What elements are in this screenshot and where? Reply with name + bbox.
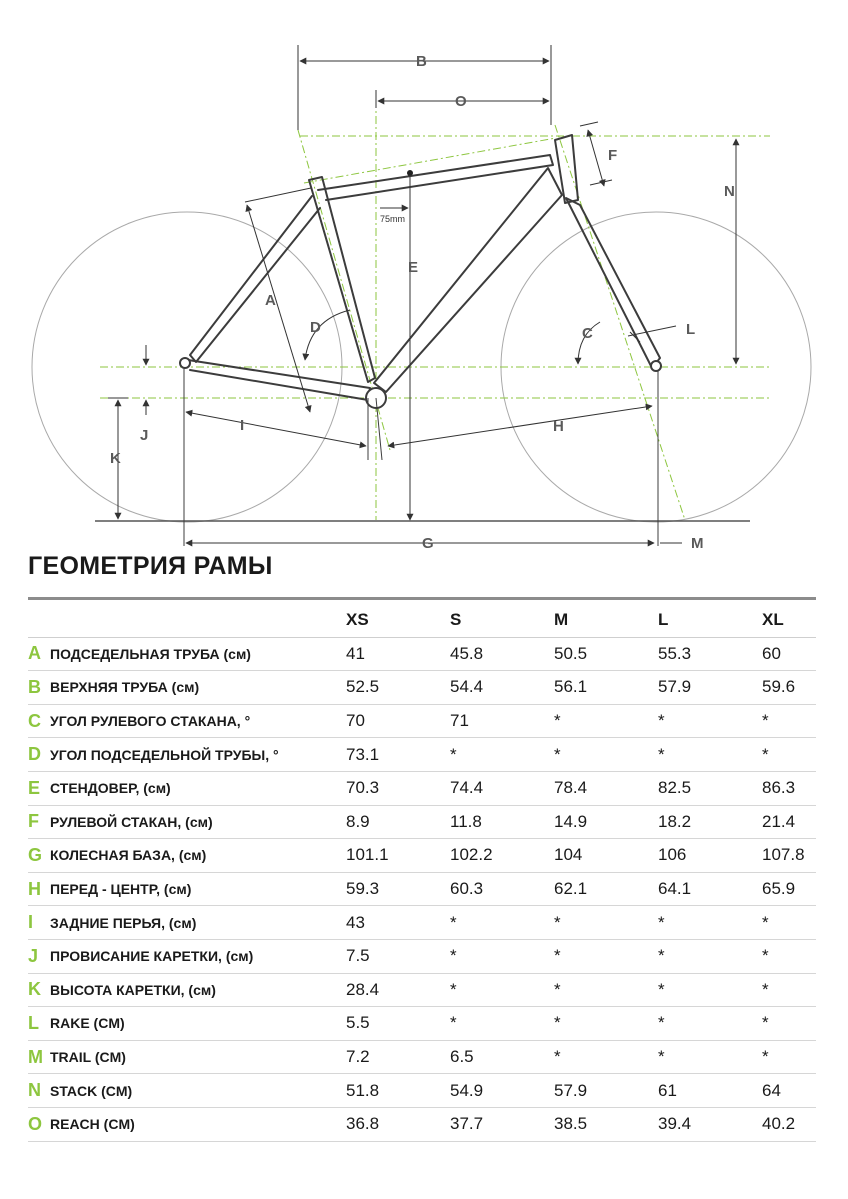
- cell-value: *: [658, 973, 762, 1007]
- cell-value: *: [658, 939, 762, 973]
- cell-value: 60: [762, 637, 816, 671]
- table-row: [28, 805, 816, 839]
- cell-value: *: [554, 704, 658, 738]
- cell-value: *: [658, 738, 762, 772]
- row-letter: J: [28, 939, 50, 973]
- row-name: ПЕРЕД - ЦЕНТР, (см): [50, 872, 346, 906]
- table-row: [28, 839, 816, 873]
- row-name: РУЛЕВОЙ СТАКАН, (см): [50, 805, 346, 839]
- cell-value: *: [554, 1040, 658, 1074]
- row-letter: L: [28, 1007, 50, 1041]
- cell-value: 71: [450, 704, 554, 738]
- cell-value: 86.3: [762, 771, 816, 805]
- row-letter: O: [28, 1107, 50, 1141]
- cell-value: *: [554, 906, 658, 940]
- cell-value: *: [762, 906, 816, 940]
- cell-value: 7.5: [346, 939, 450, 973]
- table-row: [28, 973, 816, 1007]
- cell-value: *: [658, 1007, 762, 1041]
- cell-value: 57.9: [554, 1074, 658, 1108]
- frame-geometry-diagram: [0, 0, 848, 560]
- cell-value: *: [554, 939, 658, 973]
- table-row: [28, 1007, 816, 1041]
- cell-value: 107.8: [762, 839, 816, 873]
- label-h: H: [553, 418, 564, 435]
- label-g: G: [422, 535, 434, 552]
- row-name: УГОЛ ПОДСЕДЕЛЬНОЙ ТРУБЫ, °: [50, 738, 346, 772]
- header-size-s: S: [450, 604, 554, 637]
- cell-value: *: [450, 738, 554, 772]
- cell-value: 5.5: [346, 1007, 450, 1041]
- cell-value: *: [762, 1007, 816, 1041]
- header-size-xl: XL: [762, 604, 816, 637]
- cell-value: 21.4: [762, 805, 816, 839]
- cell-value: 39.4: [658, 1107, 762, 1141]
- cell-value: 40.2: [762, 1107, 816, 1141]
- cell-value: *: [554, 1007, 658, 1041]
- header-name: [50, 604, 346, 637]
- cell-value: *: [450, 906, 554, 940]
- row-letter: E: [28, 771, 50, 805]
- label-j: J: [140, 427, 149, 444]
- cell-value: 18.2: [658, 805, 762, 839]
- title-divider: [28, 597, 816, 600]
- header-size-m: M: [554, 604, 658, 637]
- cell-value: 36.8: [346, 1107, 450, 1141]
- cell-value: 64: [762, 1074, 816, 1108]
- cell-value: 14.9: [554, 805, 658, 839]
- label-b: B: [416, 53, 427, 70]
- header-size-l: L: [658, 604, 762, 637]
- cell-value: 37.7: [450, 1107, 554, 1141]
- cell-value: 74.4: [450, 771, 554, 805]
- cell-value: 54.9: [450, 1074, 554, 1108]
- cell-value: 104: [554, 839, 658, 873]
- row-name: ВЕРХНЯЯ ТРУБА (см): [50, 671, 346, 705]
- table-row: [28, 771, 816, 805]
- label-d: D: [310, 319, 321, 336]
- cell-value: 52.5: [346, 671, 450, 705]
- row-name: RAKE (CM): [50, 1007, 346, 1041]
- row-letter: D: [28, 738, 50, 772]
- cell-value: *: [450, 939, 554, 973]
- cell-value: 78.4: [554, 771, 658, 805]
- header-size-xs: XS: [346, 604, 450, 637]
- cell-value: 50.5: [554, 637, 658, 671]
- table-row: [28, 671, 816, 705]
- row-letter: H: [28, 872, 50, 906]
- cell-value: 64.1: [658, 872, 762, 906]
- label-75mm: 75mm: [380, 214, 406, 224]
- row-letter: I: [28, 906, 50, 940]
- table-row: [28, 637, 816, 671]
- label-o: O: [455, 93, 467, 110]
- cell-value: 62.1: [554, 872, 658, 906]
- row-name: ПРОВИСАНИЕ КАРЕТКИ, (см): [50, 939, 346, 973]
- table-row: [28, 872, 816, 906]
- cell-value: 55.3: [658, 637, 762, 671]
- cell-value: 41: [346, 637, 450, 671]
- row-letter: F: [28, 805, 50, 839]
- cell-value: 59.6: [762, 671, 816, 705]
- table-row: [28, 1040, 816, 1074]
- geometry-table: [28, 604, 816, 1142]
- bike-frame: [188, 135, 660, 400]
- label-c: C: [582, 325, 593, 342]
- cell-value: 45.8: [450, 637, 554, 671]
- cell-value: 106: [658, 839, 762, 873]
- cell-value: 73.1: [346, 738, 450, 772]
- row-name: REACH (CM): [50, 1107, 346, 1141]
- row-name: TRAIL (CM): [50, 1040, 346, 1074]
- cell-value: 8.9: [346, 805, 450, 839]
- row-letter: C: [28, 704, 50, 738]
- row-name: ПОДСЕДЕЛЬНАЯ ТРУБА (см): [50, 637, 346, 671]
- cell-value: *: [554, 738, 658, 772]
- cell-value: *: [554, 973, 658, 1007]
- cell-value: 6.5: [450, 1040, 554, 1074]
- cell-value: *: [658, 1040, 762, 1074]
- cell-value: 61: [658, 1074, 762, 1108]
- header-letter: [28, 604, 50, 637]
- table-row: [28, 939, 816, 973]
- label-e: E: [408, 259, 419, 276]
- cell-value: 7.2: [346, 1040, 450, 1074]
- section-title: ГЕОМЕТРИЯ РАМЫ: [28, 552, 273, 580]
- row-letter: M: [28, 1040, 50, 1074]
- row-letter: K: [28, 973, 50, 1007]
- cell-value: 59.3: [346, 872, 450, 906]
- cell-value: 38.5: [554, 1107, 658, 1141]
- table-row: [28, 1107, 816, 1141]
- cell-value: 70.3: [346, 771, 450, 805]
- cell-value: *: [762, 939, 816, 973]
- front-axle: [651, 361, 661, 371]
- label-n: N: [724, 183, 735, 200]
- label-i: I: [240, 417, 245, 434]
- cell-value: 101.1: [346, 839, 450, 873]
- cell-value: 82.5: [658, 771, 762, 805]
- cell-value: *: [450, 1007, 554, 1041]
- rear-axle: [180, 358, 190, 368]
- cell-value: *: [762, 973, 816, 1007]
- row-letter: A: [28, 637, 50, 671]
- label-k: K: [110, 450, 121, 467]
- row-name: СТЕНДОВЕР, (см): [50, 771, 346, 805]
- cell-value: *: [762, 1040, 816, 1074]
- table-body: [28, 637, 816, 1141]
- cell-value: 43: [346, 906, 450, 940]
- row-name: УГОЛ РУЛЕВОГО СТАКАНА, °: [50, 704, 346, 738]
- dimension-labels: [110, 53, 735, 552]
- label-m: M: [691, 535, 704, 552]
- row-name: КОЛЕСНАЯ БАЗА, (см): [50, 839, 346, 873]
- label-l: L: [686, 321, 696, 338]
- row-letter: N: [28, 1074, 50, 1108]
- row-name: STACK (CM): [50, 1074, 346, 1108]
- table-row: [28, 704, 816, 738]
- cell-value: 65.9: [762, 872, 816, 906]
- cell-value: 60.3: [450, 872, 554, 906]
- cell-value: 11.8: [450, 805, 554, 839]
- cell-value: 54.4: [450, 671, 554, 705]
- row-name: ВЫСОТА КАРЕТКИ, (см): [50, 973, 346, 1007]
- cell-value: *: [762, 738, 816, 772]
- label-f: F: [608, 147, 618, 164]
- cell-value: 57.9: [658, 671, 762, 705]
- cell-value: 51.8: [346, 1074, 450, 1108]
- cell-value: *: [762, 704, 816, 738]
- label-a: A: [265, 292, 276, 309]
- row-letter: G: [28, 839, 50, 873]
- cell-value: 56.1: [554, 671, 658, 705]
- cell-value: 28.4: [346, 973, 450, 1007]
- row-name: ЗАДНИЕ ПЕРЬЯ, (см): [50, 906, 346, 940]
- row-letter: B: [28, 671, 50, 705]
- cell-value: *: [658, 704, 762, 738]
- table-row: [28, 906, 816, 940]
- cell-value: *: [450, 973, 554, 1007]
- guide-lines: [100, 100, 770, 520]
- cell-value: 70: [346, 704, 450, 738]
- table-row: [28, 1074, 816, 1108]
- dimension-lines: [108, 45, 736, 543]
- table-row: [28, 738, 816, 772]
- cell-value: 102.2: [450, 839, 554, 873]
- cell-value: *: [658, 906, 762, 940]
- table-header-row: [28, 604, 816, 637]
